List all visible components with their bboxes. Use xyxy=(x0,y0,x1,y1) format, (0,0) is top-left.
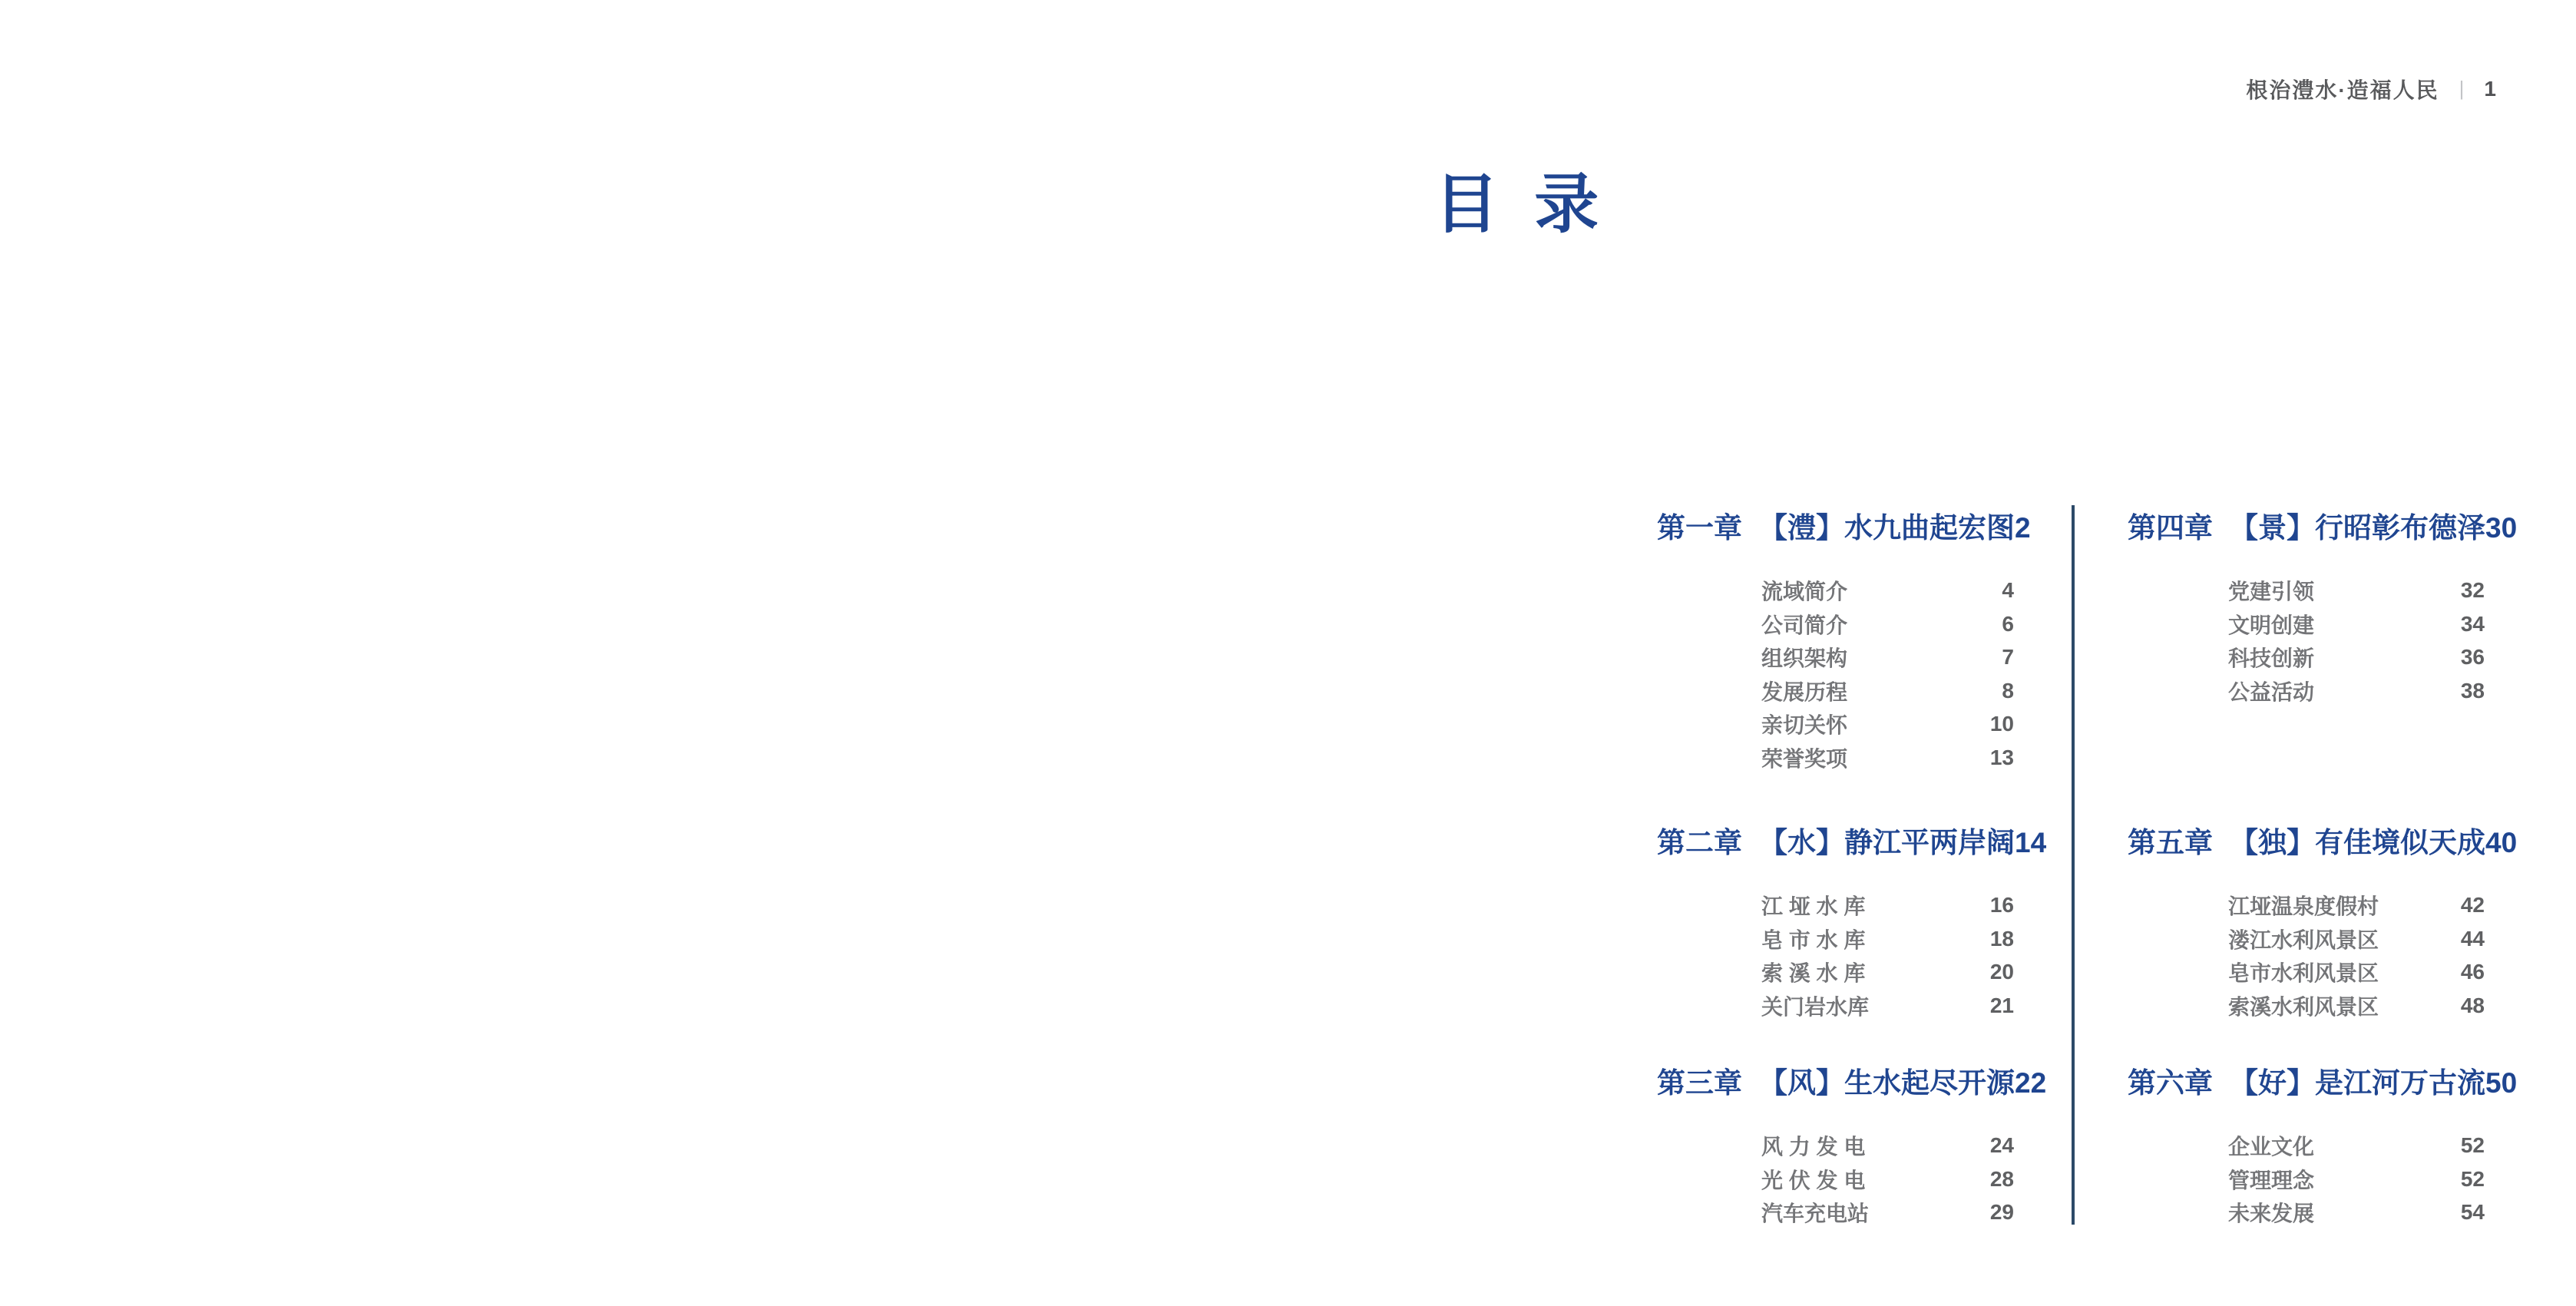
toc-item[interactable] xyxy=(1761,956,2014,990)
toc-chapter xyxy=(2128,1067,2518,1229)
toc-item-title: 皂 市 水 库 xyxy=(1761,927,1866,952)
chapter-page-number: 22 xyxy=(2015,1067,2047,1099)
toc-chapter-heading[interactable] xyxy=(2128,1067,2518,1100)
toc-item[interactable] xyxy=(1761,1162,2014,1196)
toc-item[interactable] xyxy=(2228,1129,2485,1163)
toc-item[interactable] xyxy=(1761,741,2014,775)
toc-item-page-number: 32 xyxy=(2460,578,2485,603)
chapter-items xyxy=(2128,889,2485,1023)
toc-item-title: 关门岩水库 xyxy=(1761,994,1870,1019)
chapter-label: 第二章 xyxy=(1657,827,1742,858)
toc-item[interactable] xyxy=(2228,1162,2485,1196)
toc-item[interactable] xyxy=(1761,1196,2014,1230)
header-motto: 根治澧水·造福人民 xyxy=(2246,78,2439,102)
toc-item[interactable] xyxy=(2228,922,2485,956)
toc-chapter-heading[interactable] xyxy=(1657,512,2031,545)
chapter-title: 【独】有佳境似天成 xyxy=(2230,827,2485,858)
toc-item[interactable] xyxy=(2228,641,2485,675)
toc-item-page-number: 34 xyxy=(2460,611,2485,636)
toc-chapter xyxy=(1657,1067,2047,1229)
toc-chapter xyxy=(2128,827,2518,1023)
toc-item-title: 江垭温泉度假村 xyxy=(2228,894,2379,919)
toc-item[interactable] xyxy=(2228,956,2485,990)
toc-item-page-number: 29 xyxy=(1989,1200,2014,1225)
chapter-title: 【景】行昭彰布德泽 xyxy=(2230,512,2485,544)
toc-item-page-number: 6 xyxy=(2002,611,2014,636)
toc-item[interactable] xyxy=(1761,674,2014,708)
toc-left-column xyxy=(1657,0,2047,1306)
toc-item[interactable] xyxy=(1761,989,2014,1023)
toc-chapter-heading[interactable] xyxy=(2128,827,2518,860)
toc-right-column xyxy=(2128,0,2518,1306)
toc-item[interactable] xyxy=(1761,1129,2014,1163)
toc-item[interactable] xyxy=(1761,708,2014,742)
chapter-page-number: 40 xyxy=(2485,827,2518,858)
toc-item[interactable] xyxy=(1761,922,2014,956)
chapter-title: 【风】生水起尽开源 xyxy=(1759,1067,2015,1099)
chapter-items xyxy=(2128,1129,2485,1230)
toc-item[interactable] xyxy=(2228,574,2485,608)
chapter-page-number: 50 xyxy=(2485,1067,2518,1099)
toc-item-title: 汽车充电站 xyxy=(1761,1202,1870,1226)
toc-item-title: 未来发展 xyxy=(2228,1202,2315,1226)
toc-item-page-number: 13 xyxy=(1989,745,2014,769)
toc-chapter-heading[interactable] xyxy=(2128,512,2518,545)
toc-item-page-number: 36 xyxy=(2460,645,2485,670)
toc-item-title: 文明创建 xyxy=(2228,613,2315,637)
toc-item-page-number: 10 xyxy=(1989,712,2014,736)
header-page-number: 1 xyxy=(2484,77,2496,101)
toc-item-title: 索溪水利风景区 xyxy=(2228,994,2379,1019)
header-separator: | xyxy=(2459,76,2465,100)
toc-item-page-number: 46 xyxy=(2460,960,2485,984)
toc-item[interactable] xyxy=(1761,641,2014,675)
toc-chapter-heading[interactable] xyxy=(1657,827,2047,860)
toc-item-page-number: 24 xyxy=(1989,1133,2014,1158)
toc-item-page-number: 28 xyxy=(1989,1166,2014,1191)
toc-chapter xyxy=(1657,512,2031,775)
chapter-title: 【好】是江河万古流 xyxy=(2230,1067,2485,1099)
chapter-items xyxy=(1657,1129,2014,1230)
toc-item-title: 公益活动 xyxy=(2228,679,2315,704)
toc-item-page-number: 8 xyxy=(2002,678,2014,703)
toc-item-title: 溇江水利风景区 xyxy=(2228,927,2379,952)
chapter-label: 第三章 xyxy=(1657,1067,1742,1099)
chapter-items xyxy=(2128,574,2485,708)
toc-item[interactable] xyxy=(1761,574,2014,608)
chapter-label: 第一章 xyxy=(1657,512,1742,544)
toc-item-title: 科技创新 xyxy=(2228,646,2315,671)
toc-item-title: 流域简介 xyxy=(1761,580,1848,604)
toc-item-title: 江 垭 水 库 xyxy=(1761,894,1866,919)
toc-item-page-number: 18 xyxy=(1989,926,2014,951)
toc-chapter xyxy=(1657,827,2047,1023)
toc-item[interactable] xyxy=(2228,1196,2485,1230)
toc-chapter-heading[interactable] xyxy=(1657,1067,2047,1100)
page-title: 目录 xyxy=(1434,168,1635,240)
toc-item-title: 索 溪 水 库 xyxy=(1761,961,1866,986)
toc-item-page-number: 21 xyxy=(1989,993,2014,1017)
toc-item[interactable] xyxy=(2228,674,2485,708)
chapter-items xyxy=(1657,574,2014,775)
column-divider xyxy=(2072,505,2075,1225)
toc-item-page-number: 48 xyxy=(2460,993,2485,1017)
toc-item-page-number: 16 xyxy=(1989,893,2014,918)
chapter-label: 第五章 xyxy=(2128,827,2213,858)
toc-item-title: 光 伏 发 电 xyxy=(1761,1168,1866,1192)
toc-item-title: 风 力 发 电 xyxy=(1761,1135,1866,1159)
toc-item-title: 皂市水利风景区 xyxy=(2228,961,2379,986)
toc-item[interactable] xyxy=(1761,889,2014,923)
toc-item[interactable] xyxy=(2228,989,2485,1023)
toc-item-title: 公司简介 xyxy=(1761,613,1848,637)
toc-item-title: 党建引领 xyxy=(2228,580,2315,604)
toc-item-page-number: 4 xyxy=(2002,578,2014,603)
toc-item-page-number: 44 xyxy=(2460,926,2485,951)
toc-item-title: 企业文化 xyxy=(2228,1135,2315,1159)
toc-item[interactable] xyxy=(2228,889,2485,923)
chapter-items xyxy=(1657,889,2014,1023)
chapter-page-number: 2 xyxy=(2015,512,2031,544)
toc-item-title: 组织架构 xyxy=(1761,646,1848,671)
toc-item[interactable] xyxy=(2228,607,2485,641)
toc-chapter xyxy=(2128,512,2518,708)
toc-item-page-number: 7 xyxy=(2002,645,2014,670)
chapter-page-number: 30 xyxy=(2485,512,2518,544)
toc-item-title: 管理理念 xyxy=(2228,1168,2315,1192)
toc-item-page-number: 20 xyxy=(1989,960,2014,984)
chapter-page-number: 14 xyxy=(2015,827,2047,858)
toc-item[interactable] xyxy=(1761,607,2014,641)
chapter-title: 【水】静江平两岸阔 xyxy=(1759,827,2015,858)
toc-item-page-number: 52 xyxy=(2460,1133,2485,1158)
toc-item-page-number: 42 xyxy=(2460,893,2485,918)
toc-item-page-number: 52 xyxy=(2460,1166,2485,1191)
toc-item-title: 荣誉奖项 xyxy=(1761,746,1848,771)
chapter-label: 第四章 xyxy=(2128,512,2213,544)
toc-item-title: 发展历程 xyxy=(1761,679,1848,704)
toc-item-title: 亲切关怀 xyxy=(1761,713,1848,738)
chapter-title: 【澧】水九曲起宏图 xyxy=(1759,512,2015,544)
toc-item-page-number: 54 xyxy=(2460,1200,2485,1225)
toc-item-page-number: 38 xyxy=(2460,678,2485,703)
chapter-label: 第六章 xyxy=(2128,1067,2213,1099)
